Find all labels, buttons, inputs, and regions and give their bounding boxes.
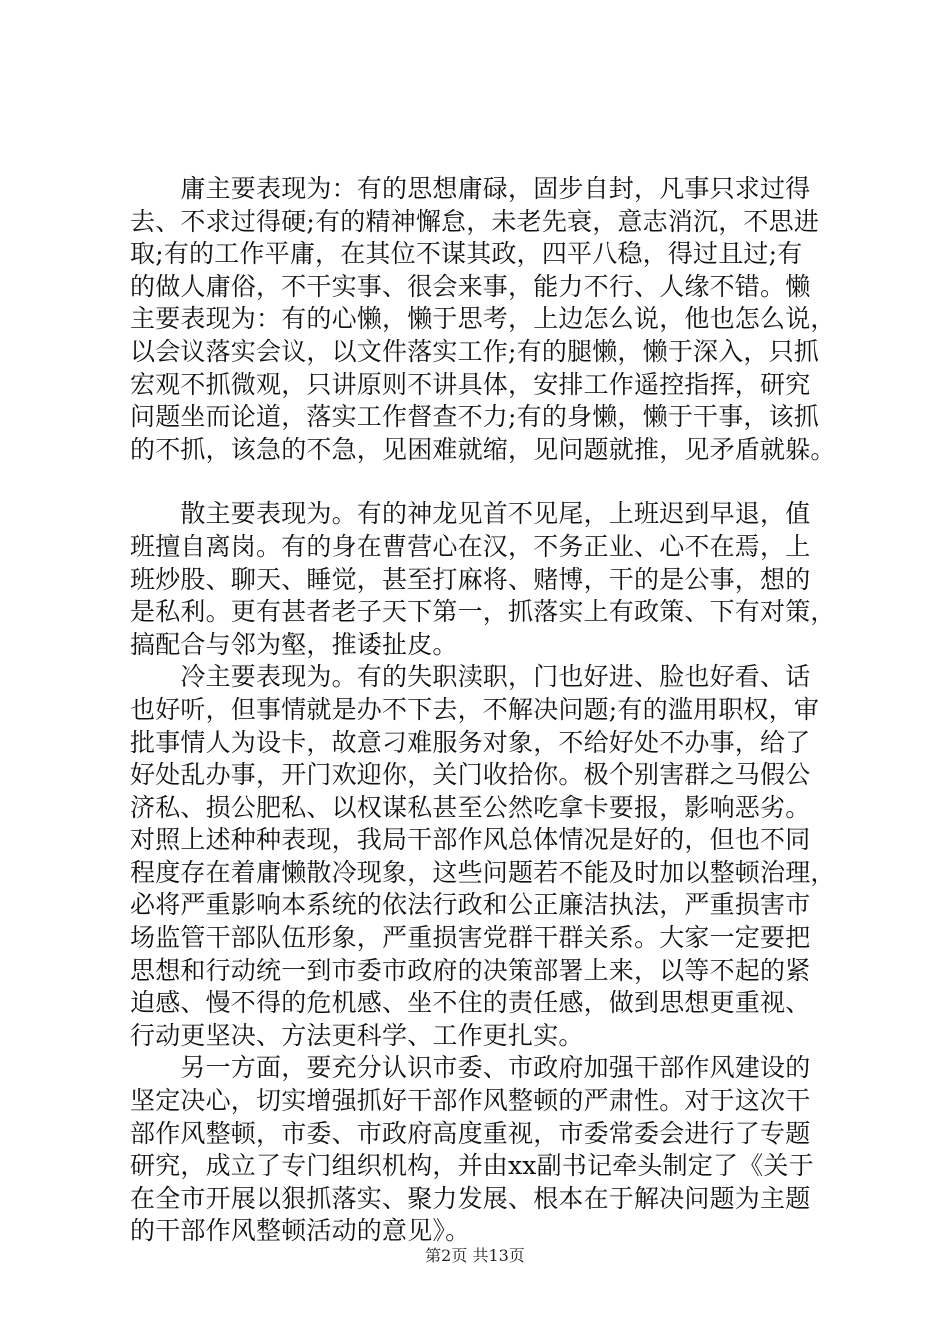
- text-line: 去、不求过得硬;有的精神懈怠，未老先衰，意志消沉，不思进: [130, 206, 820, 236]
- paragraph-2: [130, 498, 850, 1248]
- text-line: 搞配合与邻为壑，推诿扯皮。: [130, 629, 458, 659]
- text-line: 程度存在着庸懒散冷现象，这些问题若不能及时加以整顿治理，: [130, 857, 836, 887]
- text-line: 是私利。更有甚者老子天下第一，抓落实上有政策、下有对策，: [130, 597, 836, 627]
- text-line: 取;有的工作平庸，在其位不谋其政，四平八稳，得过且过;有: [130, 239, 803, 269]
- text-line: 的做人庸俗，不干实事、很会来事，能力不行、人缘不错。懒: [130, 271, 811, 301]
- text-line: 研究，成立了专门组织机构，并由xx副书记牵头制定了《关于: [130, 1151, 814, 1181]
- paragraph-1: [130, 173, 850, 466]
- text-line: 场监管干部队伍形象，严重损害党群干群关系。大家一定要把: [130, 923, 811, 953]
- text-line: 散主要表现为。有的神龙见首不见尾，上班迟到早退，值: [130, 499, 811, 529]
- text-line: 另一方面，要充分认识市委、市政府加强干部作风建设的: [130, 1053, 811, 1083]
- paragraph-spacer: [130, 466, 850, 498]
- text-line: 迫感、慢不得的危机感、坐不住的责任感，做到思想更重视、: [130, 988, 811, 1018]
- text-line: 必将严重影响本系统的依法行政和公正廉洁执法，严重损害市: [130, 890, 811, 920]
- text-line: 思想和行动统一到市委市政府的决策部署上来，以等不起的紧: [130, 955, 811, 985]
- text-line: 庸主要表现为：有的思想庸碌，固步自封，凡事只求过得: [130, 174, 811, 203]
- text-line: 也好听，但事情就是办不下去，不解决问题;有的滥用职权，审: [130, 694, 820, 724]
- text-line: 部作风整顿，市委、市政府高度重视，市委常委会进行了专题: [130, 1118, 811, 1148]
- document-body: [130, 173, 850, 1248]
- text-line: 坚定决心，切实增强抓好干部作风整顿的严肃性。对于这次干: [130, 1086, 811, 1116]
- text-line: 冷主要表现为。有的失职渎职，门也好进、脸也好看、话: [130, 662, 811, 692]
- text-line: 行动更坚决、方法更科学、工作更扎实。: [130, 1020, 584, 1050]
- text-line: 宏观不抓微观，只讲原则不讲具体，安排工作遥控指挥，研究: [130, 369, 811, 399]
- text-line: 问题坐而论道，落实工作督查不力;有的身懒，懒于干事，该抓: [130, 402, 820, 432]
- text-line: 好处乱办事，开门欢迎你，关门收拾你。极个别害群之马假公: [130, 760, 811, 790]
- text-line: 济私、损公肥私、以权谋私甚至公然吃拿卡要报，影响恶劣。: [130, 792, 811, 822]
- text-line: 班擅自离岗。有的身在曹营心在汉，不务正业、心不在焉，上: [130, 531, 811, 561]
- text-line: 班炒股、聊天、睡觉，甚至打麻将、赌博，干的是公事，想的: [130, 564, 811, 594]
- page-number-footer: 第2页 共13页: [425, 1246, 525, 1265]
- text-line: 主要表现为：有的心懒，懒于思考，上边怎么说，他也怎么说，: [130, 304, 836, 334]
- text-line: 对照上述种种表现，我局干部作风总体情况是好的，但也不同: [130, 825, 811, 855]
- text-line: 在全市开展以狠抓落实、聚力发展、根本在于解决问题为主题: [130, 1183, 811, 1213]
- text-line: 的不抓，该急的不急，见困难就缩，见问题就推，见矛盾就躲。: [130, 434, 836, 464]
- text-line: 批事情人为设卡，故意刁难服务对象，不给好处不办事，给了: [130, 727, 811, 757]
- text-line: 以会议落实会议，以文件落实工作;有的腿懒，懒于深入，只抓: [130, 336, 820, 366]
- text-line: 的干部作风整顿活动的意见》。: [130, 1216, 471, 1246]
